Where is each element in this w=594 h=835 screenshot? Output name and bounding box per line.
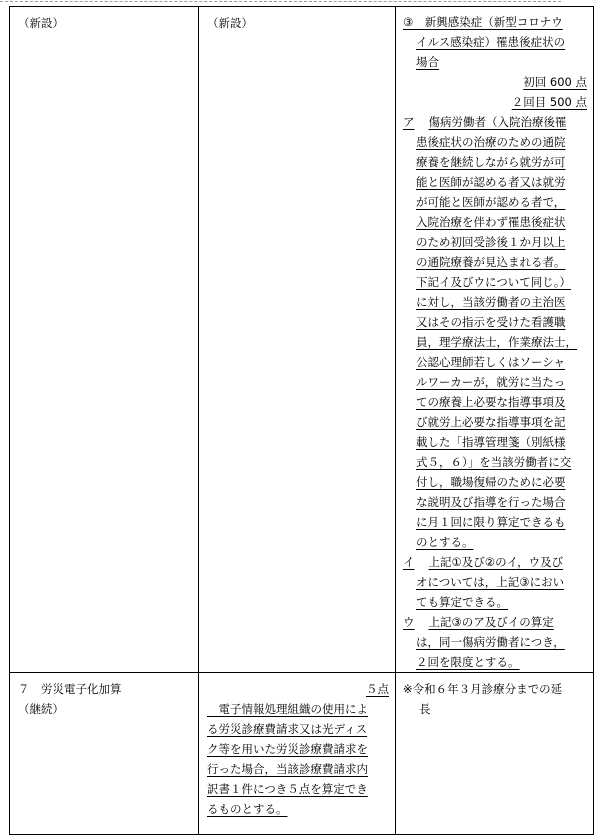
item-text: のため初回受診後１か月以上 (416, 235, 566, 249)
item-text: び就労上必要な指導事項を記 (416, 415, 566, 429)
description-line: るものとする。 (207, 802, 288, 816)
points-list (403, 72, 587, 112)
item-a (403, 112, 587, 552)
section-heading (403, 12, 587, 72)
item-text: ての療養上必要な指導事項及 (416, 395, 566, 409)
item-text: 付し，職場復帰のために必要 (416, 475, 566, 489)
item-text: 入院治療を伴わず罹患後症状 (416, 215, 566, 229)
item-text: な説明及び指導を行った場合 (416, 495, 566, 509)
item-text: 又はその指示を受けた看護職 (416, 315, 566, 329)
description-line: る労災診療費請求又は光ディス (207, 722, 368, 736)
item-label: イ (403, 555, 415, 569)
item-text: ても算定できる。 (416, 595, 508, 609)
cell-current (199, 673, 396, 835)
note-line: ※令和６年３月診療分までの延 (403, 682, 563, 696)
cell-current (199, 7, 396, 673)
item-text: に対し，当該労働者の主治医 (416, 295, 566, 309)
item-title: ７ 労災電子化加算 (18, 682, 122, 696)
item-text: 能と医師が認める者又は就労 (416, 175, 566, 189)
item-i (403, 552, 587, 612)
item-text: は，同一傷病労働者につき， (416, 635, 565, 649)
item-text: 下記イ及びウについて同じ。） (416, 275, 572, 289)
item-text: 傷病労働者（入院治療後罹 (428, 115, 567, 129)
cell-revised (396, 673, 594, 835)
item-text: 療養を継続しながら就労が可 (416, 155, 566, 169)
heading-line: イルス感染症）罹患後症状の (416, 35, 566, 49)
item-text: オについては，上記③におい (416, 575, 565, 589)
item-text: ２回を限度とする。 (416, 655, 520, 669)
item-text: が可能と医師が認める者で， (416, 195, 566, 209)
item-label: ウ (403, 615, 415, 629)
item-text: 載した「指導管理箋（別紙様 (416, 435, 566, 449)
cell-previous (10, 673, 199, 835)
item-text: 式５，６）」を当該労働者に交 (416, 455, 572, 469)
item-text: ルワーカーが，就労に当たっ (416, 375, 566, 389)
table-row-electronic-billing (10, 673, 594, 835)
new-establishment-label: （新設） (207, 16, 253, 30)
item-text: のとする。 (416, 535, 474, 549)
item-text: 上記③のア及びイの算定 (428, 615, 554, 629)
description-line: 電子情報処理組織の使用によ (207, 702, 368, 716)
item-text: 員，理学療法士，作業療法士， (416, 335, 577, 349)
comparison-table (9, 6, 594, 835)
item-text: 患後症状の治療のための通院 (416, 135, 566, 149)
cell-previous (10, 7, 199, 673)
description-line: ク等を用いた労災診療費請求を (207, 742, 368, 756)
points-second-visit: ２回目 500 点 (511, 95, 587, 109)
points-value: ５点 (366, 682, 389, 696)
heading-line: ③ 新興感染症（新型コロナウ (403, 15, 563, 29)
top-dashed-rule (0, 1, 561, 2)
description-line: 行った場合，当該診療費請求内 (207, 762, 368, 776)
item-text: 公認心理師若しくはソーシャ (416, 355, 566, 369)
item-text: 上記①及び②のイ，ウ及び (428, 555, 564, 569)
points-first-visit: 初回 600 点 (523, 75, 587, 89)
item-text: の通院療養が見込まれる者。 (416, 255, 566, 269)
item-text: に月１回に限り算定できるも (416, 515, 566, 529)
item-u (403, 612, 587, 672)
continuation-label: （継続） (18, 702, 64, 716)
description-line: 訳書１件につき５点を算定でき (207, 782, 368, 796)
heading-line: 場合 (416, 55, 439, 69)
item-label: ア (403, 115, 415, 129)
cell-revised (396, 7, 594, 673)
new-establishment-label: （新設） (18, 16, 64, 30)
note-line: 長 (419, 702, 431, 716)
table-row-new-infection (10, 7, 594, 673)
